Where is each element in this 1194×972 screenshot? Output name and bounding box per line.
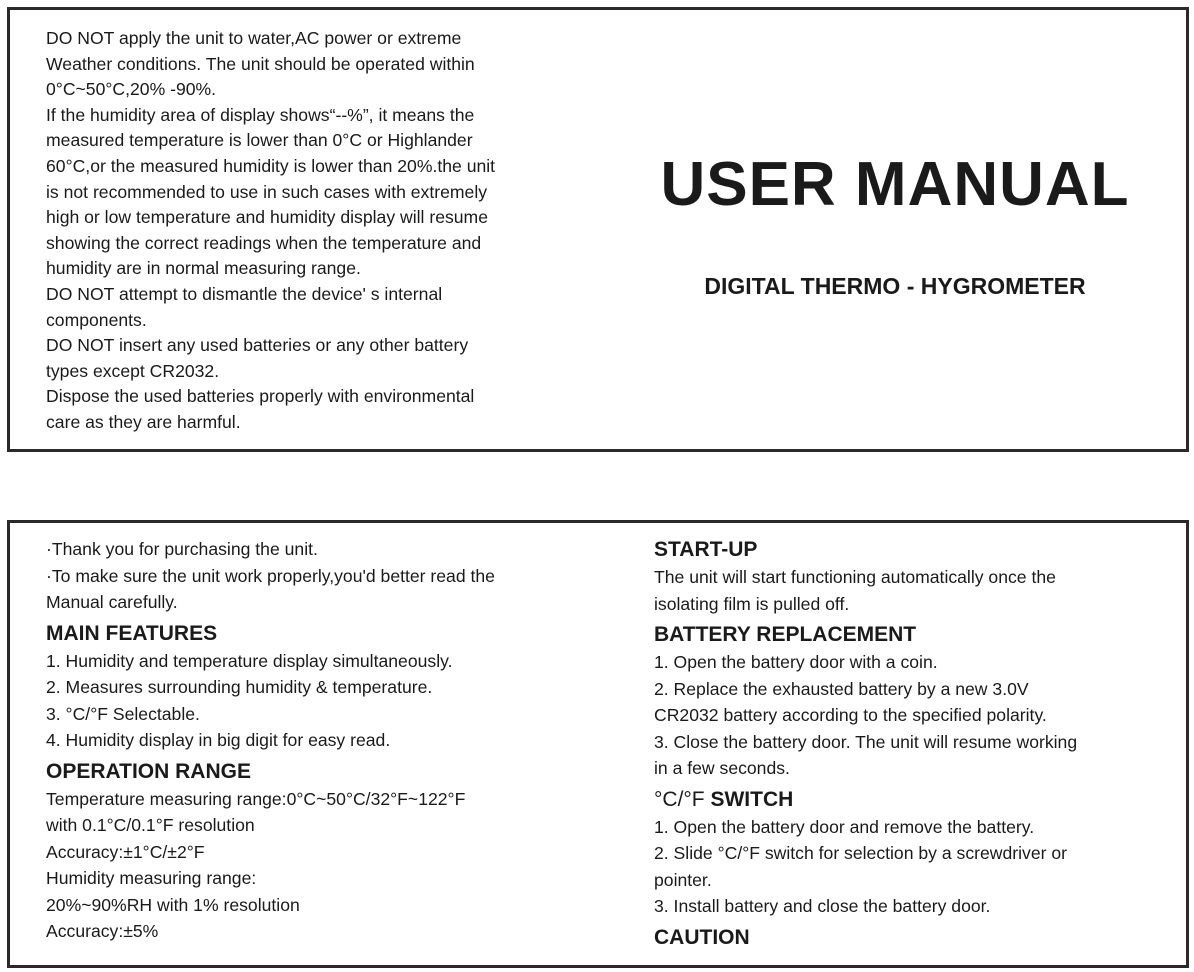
- warning-line: Dispose the used batteries properly with environmental: [46, 386, 475, 407]
- warning-line: care as they are harmful.: [46, 411, 241, 432]
- warning-line: 0°C~50°C,20% -90%.: [46, 79, 217, 100]
- battery-step: 3. Close the battery door. The unit will resume working: [654, 731, 1078, 752]
- start-up-line: isolating film is pulled off.: [654, 593, 850, 614]
- warning-line: measured temperature is lower than 0°C or Highlander: [46, 130, 473, 151]
- manual-cover-panel: [7, 7, 1189, 452]
- right-column: [654, 536, 1154, 952]
- warnings-text: [46, 26, 566, 436]
- battery-step: CR2032 battery according to the specified polarity.: [654, 705, 1047, 725]
- battery-step: 2. Replace the exhausted battery by a new 3.0V: [654, 678, 1029, 699]
- range-line: 20%~90%RH with 1% resolution: [46, 894, 300, 915]
- battery-step: 1. Open the battery door with a coin.: [654, 652, 938, 672]
- main-features-heading: MAIN FEATURES: [46, 621, 218, 645]
- warning-line: components.: [46, 309, 147, 330]
- warning-line: high or low temperature and humidity display will resume: [46, 207, 488, 228]
- battery-replacement-heading: BATTERY REPLACEMENT: [654, 623, 917, 646]
- manual-title: USER MANUAL: [660, 150, 1130, 219]
- feature-item: 4. Humidity display in big digit for easy read.: [46, 730, 391, 750]
- left-column: [46, 536, 606, 945]
- range-line: with 0.1°C/0.1°F resolution: [46, 815, 255, 835]
- manual-instructions-panel: [7, 520, 1189, 968]
- range-line: Temperature measuring range:0°C~50°C/32°F~122°F: [46, 788, 466, 809]
- switch-step: 3. Install battery and close the battery door.: [654, 896, 991, 916]
- start-up-line: The unit will start functioning automatically once the: [654, 567, 1056, 587]
- switch-step: pointer.: [654, 869, 712, 890]
- intro-line: ·To make sure the unit work properly,you'd better read the: [46, 565, 495, 586]
- caution-heading: CAUTION: [654, 925, 750, 949]
- switch-heading-units: °C/°F: [654, 787, 711, 811]
- switch-heading-label: SWITCH: [710, 787, 794, 811]
- warning-line: Weather conditions. The unit should be operated within: [46, 53, 475, 74]
- warning-line: 60°C,or the measured humidity is lower than 20%.the unit: [46, 155, 496, 176]
- range-line: Accuracy:±1°C/±2°F: [46, 841, 205, 862]
- product-subtitle: DIGITAL THERMO - HYGROMETER: [704, 273, 1086, 299]
- range-line: Accuracy:±5%: [46, 921, 159, 941]
- warning-line: is not recommended to use in such cases with extremely: [46, 181, 488, 202]
- intro-line: ·Thank you for purchasing the unit.: [46, 539, 318, 559]
- operation-range-heading: OPERATION RANGE: [46, 759, 251, 783]
- switch-step: 1. Open the battery door and remove the battery.: [654, 816, 1035, 837]
- warning-line: types except CR2032.: [46, 360, 220, 381]
- feature-item: 3. °C/°F Selectable.: [46, 703, 200, 724]
- battery-step: in a few seconds.: [654, 758, 790, 778]
- warning-line: showing the correct readings when the temperature and: [46, 232, 482, 253]
- warning-line: If the humidity area of display shows“--%”, it means the: [46, 104, 475, 125]
- start-up-heading: START-UP: [654, 538, 758, 561]
- warning-line: DO NOT apply the unit to water,AC power or extreme: [46, 28, 462, 48]
- range-line: Humidity measuring range:: [46, 868, 257, 888]
- switch-heading: [654, 786, 1154, 814]
- intro-line: Manual carefully.: [46, 592, 178, 612]
- feature-item: 1. Humidity and temperature display simultaneously.: [46, 650, 453, 671]
- warning-line: DO NOT attempt to dismantle the device' s internal: [46, 283, 443, 304]
- warning-line: DO NOT insert any used batteries or any other battery: [46, 335, 469, 356]
- warning-line: humidity are in normal measuring range.: [46, 258, 361, 279]
- feature-item: 2. Measures surrounding humidity & temperature.: [46, 677, 433, 697]
- switch-step: 2. Slide °C/°F switch for selection by a screwdriver or: [654, 843, 1067, 863]
